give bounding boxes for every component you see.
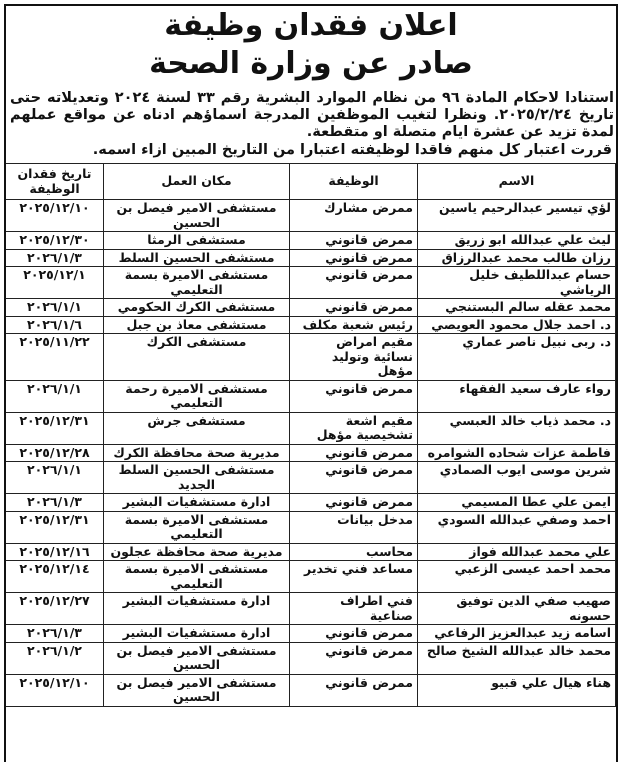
cell-name: رزان طالب محمد عبدالرزاق [418, 249, 616, 267]
cell-date: ٢٠٢٥/١٢/١٠ [6, 674, 104, 706]
cell-place: مستشفى الاميرة بسمة التعليمي [104, 511, 290, 543]
cell-job: ممرض مشارك [290, 200, 418, 232]
cell-name: حسام عبداللطيف خليل الرياشي [418, 267, 616, 299]
cell-place: ادارة مستشفيات البشير [104, 494, 290, 512]
cell-name: لؤي تيسير عبدالرحيم ياسين [418, 200, 616, 232]
table-row [6, 511, 616, 543]
cell-place: مستشفى الحسين السلط [104, 249, 290, 267]
cell-place: مستشفى الكرك الحكومي [104, 299, 290, 317]
cell-place: مستشفى الاميرة رحمة التعليمي [104, 380, 290, 412]
intro-paragraph: استنادا لاحكام المادة ٩٦ من نظام الموارد البشرية رقم ٣٣ لسنة ٢٠٢٤ وتعديلاته حتى تاريخ ٢٠٢٥/٢/٢٤. ونظرا لتغيب الموظفين المدرجة اسماؤهم ادناه عن مواقع عملهم لمدة تزيد عن عشرة ايام متصلة او متقطعة. [10, 90, 614, 140]
cell-job: رئيس شعبة مكلف [290, 316, 418, 334]
cell-date: ٢٠٢٦/١/١ [6, 299, 104, 317]
cell-place: مستشفى الاميرة بسمة التعليمي [104, 267, 290, 299]
table-row [6, 316, 616, 334]
cell-place: مديرية صحة محافظة الكرك [104, 444, 290, 462]
cell-job: محاسب [290, 543, 418, 561]
cell-date: ٢٠٢٥/١٢/٢٨ [6, 444, 104, 462]
table-header-row [6, 164, 616, 200]
header-place: مكان العمل [104, 164, 290, 200]
cell-place: مديرية صحة محافظة عجلون [104, 543, 290, 561]
table-row [6, 232, 616, 250]
cell-date: ٢٠٢٥/١٢/٢٧ [6, 593, 104, 625]
cell-date: ٢٠٢٦/١/١ [6, 462, 104, 494]
cell-date: ٢٠٢٥/١٢/١٠ [6, 200, 104, 232]
cell-place: مستشفى الامير فيصل بن الحسين [104, 642, 290, 674]
cell-place: مستشفى الامير فيصل بن الحسين [104, 674, 290, 706]
cell-job: ممرض قانوني [290, 625, 418, 643]
cell-name: صهيب صفي الدين توفيق حسونه [418, 593, 616, 625]
cell-date: ٢٠٢٦/١/٣ [6, 625, 104, 643]
cell-name: شرين موسى ايوب الصمادي [418, 462, 616, 494]
cell-job: ممرض قانوني [290, 494, 418, 512]
cell-name: رواء عارف سعيد الفقهاء [418, 380, 616, 412]
cell-name: ليث علي عبدالله ابو زريق [418, 232, 616, 250]
cell-date: ٢٠٢٥/١٢/٣٠ [6, 232, 104, 250]
cell-job: ممرض قانوني [290, 462, 418, 494]
cell-name: علي محمد عبدالله فواز [418, 543, 616, 561]
cell-name: محمد خالد عبدالله الشيخ صالح [418, 642, 616, 674]
table-row [6, 674, 616, 706]
cell-name: محمد احمد عيسى الزعبي [418, 561, 616, 593]
cell-date: ٢٠٢٥/١٢/٣١ [6, 412, 104, 444]
cell-job: ممرض قانوني [290, 299, 418, 317]
table-row [6, 249, 616, 267]
cell-place: مستشفى الرمثا [104, 232, 290, 250]
table-row [6, 380, 616, 412]
cell-job: مساعد فني تخدير [290, 561, 418, 593]
table-row [6, 642, 616, 674]
cell-place: مستشفى الكرك [104, 334, 290, 381]
header-date: تاريخ فقدان الوظيفة [6, 164, 104, 200]
cell-name: هناء هيال علي قبيو [418, 674, 616, 706]
cell-name: د. محمد ذياب خالد العبسي [418, 412, 616, 444]
cell-job: ممرض قانوني [290, 232, 418, 250]
table-row [6, 200, 616, 232]
cell-place: مستشفى جرش [104, 412, 290, 444]
cell-date: ٢٠٢٦/١/٦ [6, 316, 104, 334]
table-row [6, 299, 616, 317]
employees-table [5, 163, 616, 707]
cell-name: ايمن علي عطا المسيمي [418, 494, 616, 512]
header-job: الوظيفة [290, 164, 418, 200]
cell-job: مقيم امراض نسائية وتوليد مؤهل [290, 334, 418, 381]
cell-name: د. احمد جلال محمود العويصي [418, 316, 616, 334]
cell-date: ٢٠٢٥/١١/٢٢ [6, 334, 104, 381]
table-row [6, 625, 616, 643]
cell-job: ممرض قانوني [290, 380, 418, 412]
cell-place: مستشفى الامير فيصل بن الحسين [104, 200, 290, 232]
table-row [6, 412, 616, 444]
table-row [6, 494, 616, 512]
cell-job: فني اطراف صناعية [290, 593, 418, 625]
table-row [6, 267, 616, 299]
cell-date: ٢٠٢٦/١/١ [6, 380, 104, 412]
table-row [6, 543, 616, 561]
cell-date: ٢٠٢٥/١٢/١ [6, 267, 104, 299]
cell-date: ٢٠٢٦/١/٣ [6, 494, 104, 512]
cell-place: مستشفى الاميرة بسمة التعليمي [104, 561, 290, 593]
cell-date: ٢٠٢٥/١٢/٣١ [6, 511, 104, 543]
table-row [6, 334, 616, 381]
cell-place: مستشفى معاذ بن جبل [104, 316, 290, 334]
cell-name: احمد وصفي عبدالله السودي [418, 511, 616, 543]
table-row [6, 593, 616, 625]
table-row [6, 561, 616, 593]
cell-date: ٢٠٢٦/١/٣ [6, 249, 104, 267]
table-row [6, 462, 616, 494]
cell-place: مستشفى الحسين السلط الجديد [104, 462, 290, 494]
cell-name: فاطمة عزات شحاده الشوامره [418, 444, 616, 462]
cell-job: ممرض قانوني [290, 444, 418, 462]
cell-job: ممرض قانوني [290, 642, 418, 674]
header-name: الاسم [418, 164, 616, 200]
decision-paragraph: قررت اعتبار كل منهم فاقدا لوظيفته اعتبارا من التاريخ المبين ازاء اسمه. [92, 142, 612, 158]
cell-job: مدخل بيانات [290, 511, 418, 543]
cell-job: مقيم اشعة تشخيصية مؤهل [290, 412, 418, 444]
cell-name: اسامه زيد عبدالعزيز الرفاعي [418, 625, 616, 643]
cell-name: محمد عقله سالم البستنجي [418, 299, 616, 317]
cell-place: ادارة مستشفيات البشير [104, 625, 290, 643]
cell-job: ممرض قانوني [290, 249, 418, 267]
cell-job: ممرض قانوني [290, 267, 418, 299]
cell-date: ٢٠٢٦/١/٢ [6, 642, 104, 674]
cell-place: ادارة مستشفيات البشير [104, 593, 290, 625]
cell-job: ممرض قانوني [290, 674, 418, 706]
announcement-title: اعلان فقدان وظيفة [164, 8, 458, 43]
table-row [6, 444, 616, 462]
cell-date: ٢٠٢٥/١٢/١٤ [6, 561, 104, 593]
cell-name: د. ربى نبيل ناصر عماري [418, 334, 616, 381]
cell-date: ٢٠٢٥/١٢/١٦ [6, 543, 104, 561]
announcement-subtitle: صادر عن وزارة الصحة [149, 46, 473, 81]
